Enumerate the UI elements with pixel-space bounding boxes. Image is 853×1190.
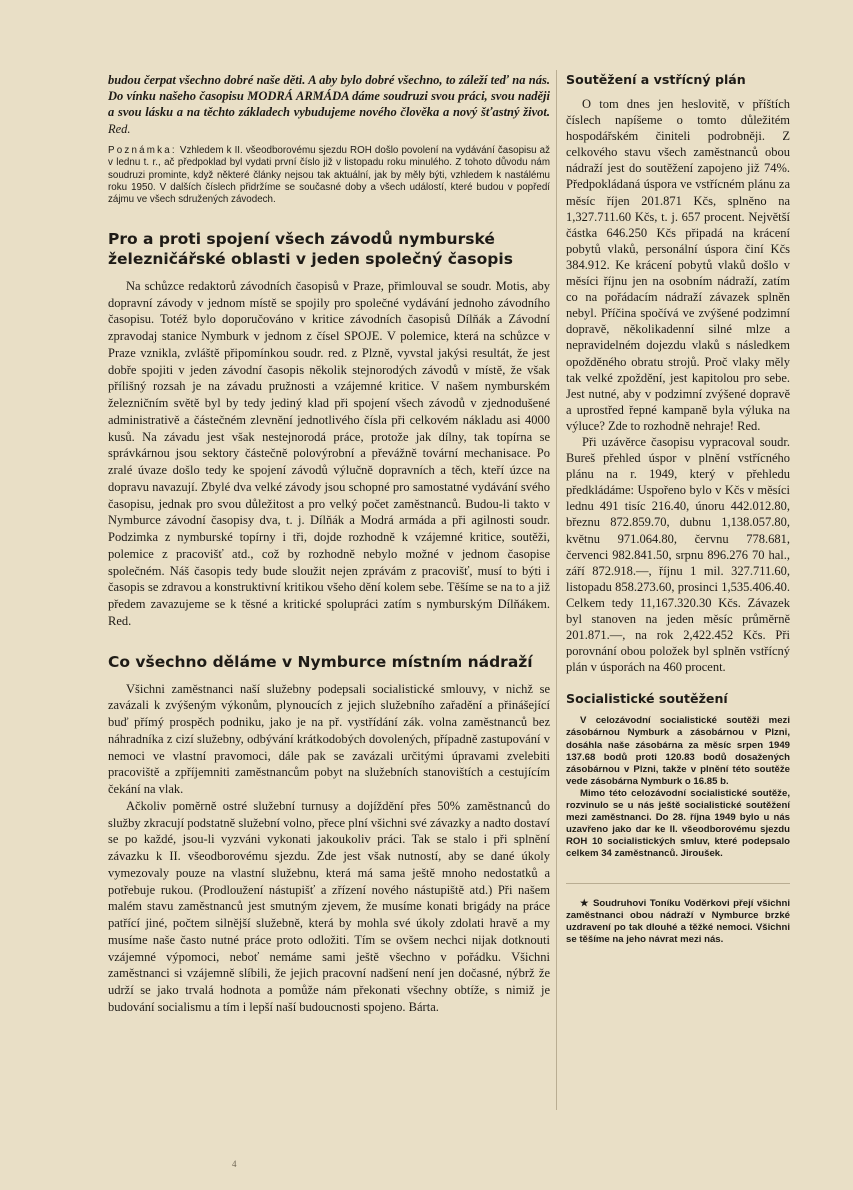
article2-paragraph-2 [108, 798, 550, 1016]
right-column [566, 72, 790, 946]
editor-note [108, 145, 550, 207]
intro-signature: Red. [108, 121, 131, 136]
article2-paragraph-1: Všichni zaměstnanci naší služebny podepsali socialistické smlouvy, v nichž se zavázali k zvýšeným výkonům, plynoucích z jejich služebního zařadění a přinášející buď přímý prospěch podniku, jako je na př. vystřídání zák. volna zaměstnanců bez náhradníka z cizí služebny, odbývání krátkodobých dovolených, případně zastupování v nemoci ve vlastní pravomoci, dále pak se zavázali určitými úpravami zvelebiti pracoviště a zpříjemniti zaměstnancům pobyt na služebních stanovištích a cestujícím čekání na vlak. [108, 681, 550, 797]
socialist-competition-1: V celozávodní socialistické soutěži mezi zásobárnou Nymburk a zásobárnou v Plzni, dosáhla naše zásobárna za měsíc srpen 1949 137.68 bodů proti 120.83 bodů dosažených zásobárnou v Plzni, takže v plnění této soutěže vede zásobárna Nymburk o 16.85 b. [566, 715, 790, 787]
left-column [108, 72, 550, 1016]
right-heading-2: Socialistické soutěžení [566, 691, 728, 707]
article1-body [108, 278, 550, 630]
page-number: 4 [232, 1159, 237, 1169]
socialist-competition-2 [566, 788, 790, 861]
article2-text: Ačkoliv poměrně ostré služební turnusy a dojíždění přes 50% zaměstnanců do služby zkracují podstatně služební volno, přece plní všichni své závazky a nadto dostaví se po každé, jsou-li vyzváni vykonati jakoukoliv práci. Tak se stalo i při splnění závazku k II. všeodborovému sjezdu. Zde jest však nutností, aby se dané úkoly vymezovaly pouze na vlastní služebnu, která má sama ještě mnoho nedostatků a potřebuje rukou. (Prodloužení nástupišť a zřízení nového nástupiště atd.) Při našem malém stavu zaměstnanců jest smutným zjevem, že musíme konati brigády na práce patřící jiné, počtem silnější služebně, která by mohla své úkoly zdolati hravě a my musíme naše často nutné práce proto odložiti. Tím se ovšem nechci nijak dotknouti vzájemné výpomoci, neboť nemáme sami ještě všechno v pořádku. Všichni zaměstnanci si vzájemně slíbili, že jejich pracovní nadšení není jen dočasné, nýbrž že udrží se jako trvalá hodnota a pomůže nám překonati všechny obtíže, s nimiž je budování socialismu a tím i lepší naší budoucnosti spojeno. [108, 798, 550, 1014]
right-paragraph-2: Při uzávěrce časopisu vypracoval soudr. Bureš přehled úspor v plnění vstřícného plánu na r. 1949, který v přehledu předkládáme: Uspořeno bylo v Kčs v měsíci lednu 491 tisíc 216.40, únoru 442.012.80, březnu 872.859.70, dubnu 1,138.057.80, květnu 971.064.80, červnu 778.681, červenci 982.841.50, srpnu 896.276 70 hal., září 872.918.—, říjnu 1 mil. 327.711.60, listopadu 858.273.60, prosinci 1,535.406.40. Celkem tedy 11,167.320.30 Kčs. Závazek byl stanoven na jeden měsíc průměrně 201.871.—, na rok 2,422.452 Kčs. Při porovnání obou položek byl splněn vstřícný plán v úsporách na 460 procent. [566, 434, 790, 675]
socialist-competition-signature: Jiroušek. [680, 848, 723, 860]
right-paragraph-1-text: O tom dnes jen heslovitě, v příštích číslech napíšeme o tomto důležitém hospodářském činiteli podrobněji. Z celkového stavu všech zaměstnanců obou nádraží jest do soutěžení zapojeno již 74%. Předpokládaná úspora ve vstřícném plánu za měsíc říjen 201.871 Kčs, splněno na 1,327.711.60 Kčs, t. j. 657 procent. Největší částka 646.250 Kčs připadá na krácení pobytů vlaků, personální úspora činí Kčs 384.912. Ke krácení pobytů vlaků došlo v měsíci říjnu jen na osobním nádraží, zatím co na pořádacím nádraží závazek splněn nebyl. Příčina spočívá ve zvýšené podzimní dopravě, několikadenní silné mlze a nepravidelném dojezdu vlaků s následkem opožděného obratu strojů. Proč vlaky měly tak velké zpoždění, jest kapitolou pro sebe. Jest nutné, aby v podzimní zvýšené dopravě a uprostřed řepné kampaně byla výluka na výluce? Zde to rozhodně nehraje! [566, 97, 790, 433]
column-divider [556, 70, 557, 1110]
intro-paragraph [108, 72, 550, 137]
intro-text: budou čerpat všechno dobré naše děti. A aby bylo dobré všechno, to záleží teď na nás. Do vínku našeho časopisu MODRÁ ARMÁDA dáme soudruzi svou práci, svou naději a svou lásku a na těchto základech vybudujeme nového člověka a nový šťastný život. [108, 73, 550, 120]
article1-text: Na schůzce redaktorů závodních časopisů v Praze, přimlouval se soudr. Motis, aby dopravní závody v jednom místě se spojily pro společné vydávání jednoho závodního časopisu. Totéž bylo doporučováno v kritice závodních časopisů Dílňák a Závodní zpravodaj stanice Nymburk v jednom z čísel SPOJE. V polemice, která na schůzce v Praze vznikla, zvláště připomínkou soudr. red. z Plzně, vyvstal jakýsi resultát, že jest dobře spojiti v jeden závodní časopis několik stejnorodých závodů v místě, že však přílišný rozsah je na závadu pružnosti a vzájemné kritice. V našem nymburském železničním světě byl by tedy jediný klad při spojení všech závodů v zjednodušené administrativě a částečném zlevnění jednotlivého čísla při celkovém nákladu asi 4000 kusů. Na závadu jest však nestejnorodá práce, protože jak dílny, tak topírna se správkárnou jsou sektory částečně polovýrobní a převážně tovární mechanisace. Po zralé úvaze došlo tedy ke spojení závodů výlučně dopravních a těch, kteří úzce na dopravu navazují. Zbylé dva velké závody jsou schopné pro samostatné vydávání svého časopisu, jednak pro svou důležitost a pro velký počet zaměstnanců. Budou-li takto v Nymburce závodní časopisy dva, t. j. Dílňák a Modrá armáda a při agilnosti soudr. Podzimka z nymburské topírny i tři, dojde rozhodně k vzájemné kritice, soutěži, polemice z pracovišť atd., což by rozhodně nebylo možné v jednom časopise společném. Náš časopis tedy bude sloužit nejen zprávám z pracovišť, musí to býti i časopis se zdravou a konstruktivní kritikou všeho dění kolem sebe. Těšíme se na to a již předem zavazujeme se k těsné a kritické spolupráci zatím s nymburským Dílňákem. [108, 278, 550, 612]
article1-signature: Red. [108, 613, 132, 628]
article2-signature: Bárta. [408, 999, 439, 1014]
right-heading-1: Soutěžení a vstřícný plán [566, 72, 746, 87]
note-text: Vzhledem k II. všeodborovému sjezdu ROH došlo povolení na vydávání časopisu až v lednu t. r., ač předpoklad byl vydati první číslo již v listopadu roku minulého. Z tohoto důvodu nám soudruzi prominte, když některé články nejsou tak aktuální, jak by měly býti, vzhledem k nastálému roku 1950. V dalších číslech přidržíme se současné doby a všech událostí, které budou v popředí zájmu ve všech sdružených závodech. [108, 144, 550, 206]
article1-title: Pro a proti spojení všech závodů nymburské železničářské oblasti v jeden společný časopis [108, 229, 513, 268]
right-paragraph-1-signature: Red. [737, 418, 761, 433]
right-paragraph-1 [566, 96, 790, 434]
note-label: Poznámka: [108, 144, 177, 156]
get-well-message: ★ Soudruhovi Toníku Voděrkovi přejí všichni zaměstnanci obou nádraží v Nymburce brzké uzdravení po tak dlouhé a těžké nemoci. Všichni se těšíme na jeho návrat mezi nás. [566, 897, 790, 945]
get-well-box [566, 883, 790, 946]
socialist-competition-2-text: Mimo této celozávodní socialistické soutěže, rozvinulo se u nás ještě socialistické soutěžení mezi zaměstnanci. Do 28. října 1949 bylo u nás uzavřeno jako dar ke II. všeodborovému sjezdu ROH 10 socialistických smluv, které podepsalo celkem 34 zaměstnanců. [566, 787, 790, 860]
article2-title: Co všechno děláme v Nymburce místním nádraží [108, 652, 533, 671]
